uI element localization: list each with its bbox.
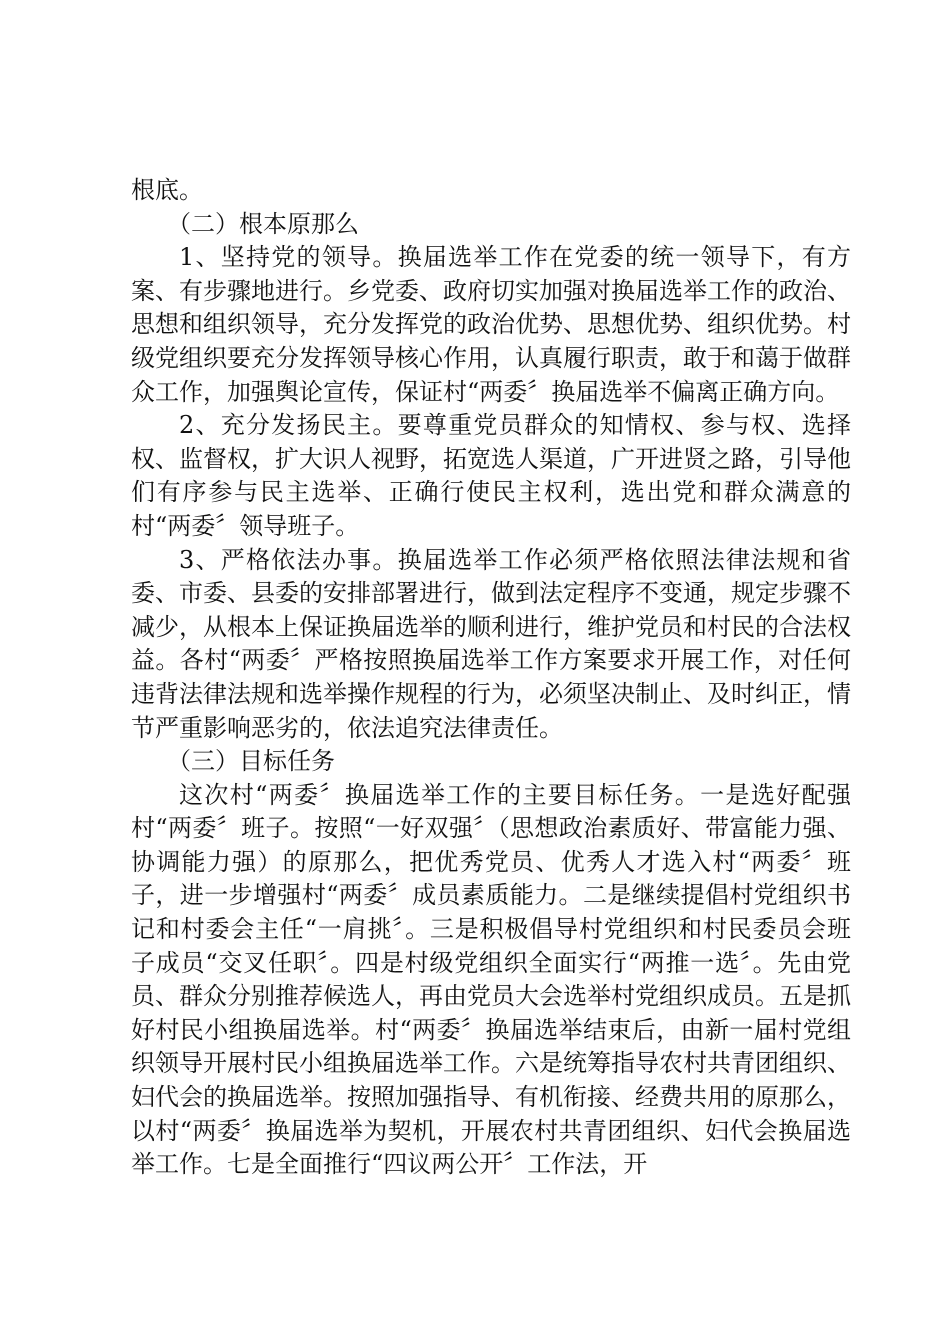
section-heading-basic-principles: （二）根本原那么 xyxy=(167,209,359,238)
paragraph-principle-3: 3、严格依法办事。换届选举工作必须严格依照法律法规和省委、市委、县委的安排部署进行，做到法定程序不变通，规定步骤不减少，从根本上保证换届选举的顺利进行，维护党员和村民的合法权益。各村“两委〞严格按照换届选举工作方案要求开展工作，对任何违背法律法规和选举操作规程的行为，必须坚决制止、及时纠正，情节严重影响恶劣的，依法追究法律责任。 xyxy=(131,545,851,742)
section-heading-goals: （三）目标任务 xyxy=(167,747,335,776)
paragraph-goals: 这次村“两委〞换届选举工作的主要目标任务。一是选好配强村“两委〞班子。按照“一好双强〞（思想政治素质好、带富能力强、协调能力强）的原那么，把优秀党员、优秀人才选入村“两委〞班子，进一步增强村“两委〞成员素质能力。二是继续提倡村党组织书记和村委会主任“一肩挑〞。三是积极倡导村党组织和村民委员会班子成员“交叉任职〞。四是村级党组织全面实行“两推一选〞。先由党员、群众分别推荐候选人，再由党员大会选举村党组织成员。五是抓好村民小组换届选举。村“两委〞换届选举结束后，由新一届村党组织领导开展村民小组换届选举工作。六是统筹指导农村共青团组织、妇代会的换届选举。按照加强指导、有机衔接、经费共用的原那么，以村“两委〞换届选举为契机，开展农村共青团组织、妇代会换届选举工作。七是全面推行“四议两公开〞工作法，开 xyxy=(131,780,851,1179)
document-body xyxy=(131,174,851,1182)
paragraph-principle-1: 1、坚持党的领导。换届选举工作在党委的统一领导下，有方案、有步骤地进行。乡党委、政府切实加强对换届选举工作的政治、思想和组织领导，充分发挥党的政治优势、思想优势、组织优势。村级党组织要充分发挥领导核心作用，认真履行职责，敢于和蔼于做群众工作，加强舆论宣传，保证村“两委〞换届选举不偏离正确方向。 xyxy=(131,243,851,406)
paragraph-continuation: 根底。 xyxy=(131,176,203,204)
paragraph-principle-2: 2、充分发扬民主。要尊重党员群众的知情权、参与权、选择权、监督权，扩大识人视野，拓宽选人渠道，广开进贤之路，引导他们有序参与民主选举、正确行使民主权利，选出党和群众满意的村“两委〞领导班子。 xyxy=(131,411,851,540)
